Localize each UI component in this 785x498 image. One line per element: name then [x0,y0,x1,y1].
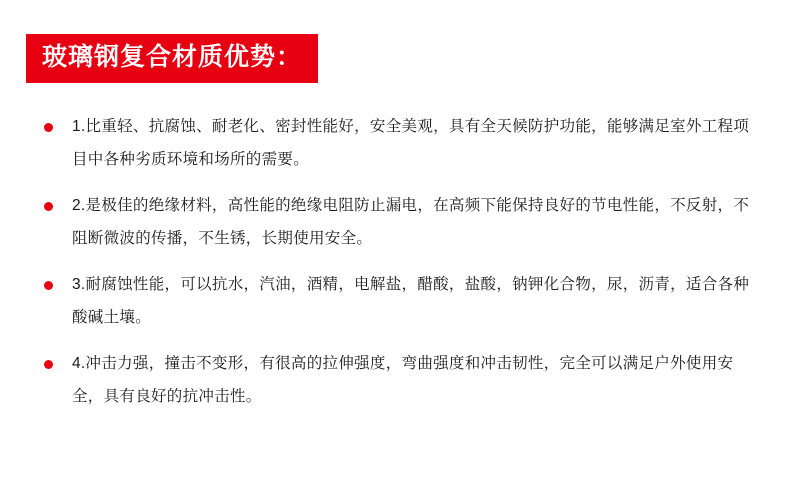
bullet-icon [44,123,53,132]
bullet-icon [44,360,53,369]
list-item-text: 2.是极佳的绝缘材料，高性能的绝缘电阻防止漏电，在高频下能保持良好的节电性能，不反射，不阻断微波的传播，不生锈，长期使用安全。 [72,197,750,247]
list-item-text: 3.耐腐蚀性能，可以抗水，汽油，酒精，电解盐，醋酸，盐酸，钠钾化合物，尿，沥青，适合各种酸碱土壤。 [72,276,750,326]
list-item [36,189,756,255]
list-item [36,110,756,176]
list-item-text: 1.比重轻、抗腐蚀、耐老化、密封性能好，安全美观，具有全天候防护功能，能够满足室外工程项目中各种劣质环境和场所的需要。 [72,118,750,168]
bullet-icon [44,281,53,290]
list-item [36,347,756,413]
list-item [36,268,756,334]
bullet-icon [44,202,53,211]
list-item-text: 4.冲击力强，撞击不变形，有很高的拉伸强度，弯曲强度和冲击韧性，完全可以满足户外使用安全，具有良好的抗冲击性。 [72,355,734,405]
page-title: 玻璃钢复合材质优势： [26,34,318,83]
advantages-list [36,110,756,426]
page-title-container [26,34,318,83]
